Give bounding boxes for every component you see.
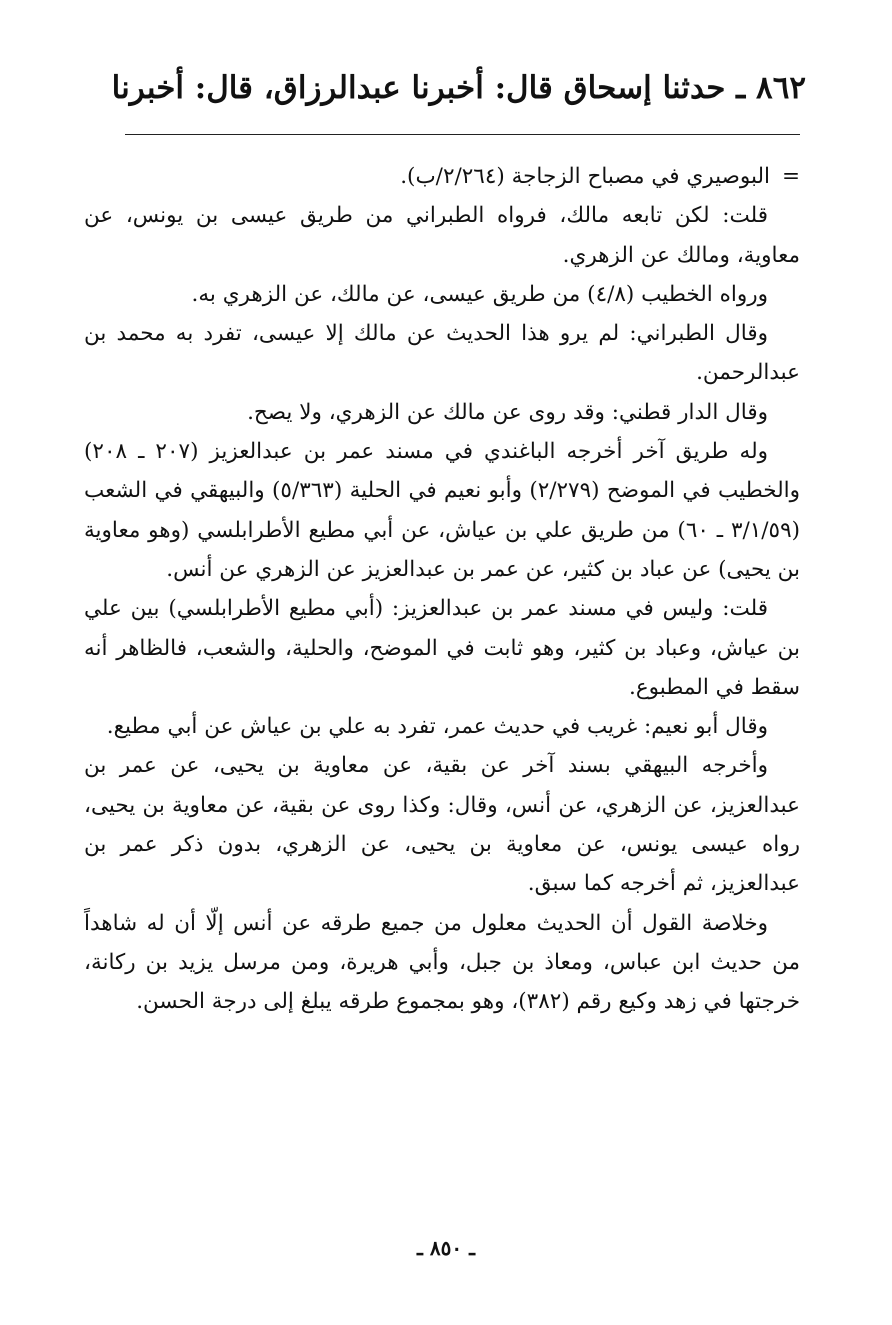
footnote-body [84, 157, 800, 1022]
footnote-paragraph: وقال الدار قطني: وقد روى عن مالك عن الزهري، ولا يصح. [247, 399, 768, 425]
paragraph-text: البوصيري في مصباح الزجاجة (٢/٢٦٤/ب). [400, 164, 770, 189]
footnote-paragraph: وله طريق آخر أخرجه الباغندي في مسند عمر بن عبدالعزيز (٢٠٧ ـ ٢٠٨) والخطيب في الموضح (٢/٢٧٩) وأبو نعيم في الحلية (٥/٣٦٣) والبيهقي في الشعب (٣/١/٥٩ ـ ٦٠) من طريق علي بن عياش، عن أبي مطيع الأطرابلسي (وهو معاوية بن يحيى) عن عباد بن كثير، عن عمر بن عبدالعزيز عن الزهري عن أنس. [84, 439, 801, 582]
page-number: ـ ٨٥٠ ـ [417, 1236, 475, 1260]
running-head: ٨٦٢ ـ حدثنا إسحاق قال: أخبرنا عبدالرزاق، قال: أخبرنا [111, 70, 806, 106]
footnote-paragraph: قلت: لكن تابعه مالك، فرواه الطبراني من طريق عيسى بن يونس، عن معاوية، ومالك عن الزهري. [84, 203, 800, 268]
continuation-mark: = [781, 164, 800, 189]
footnote-paragraph: وأخرجه البيهقي بسند آخر عن بقية، عن معاوية بن يحيى، عن عمر بن عبدالعزيز، عن الزهري، عن أنس، وقال: وكذا روى عن بقية، عن معاوية بن يحيى، رواه عيسى يونس، عن معاوية بن يحيى، عن الزهري، بدون ذكر عمر بن عبدالعزيز، ثم أخرجه كما سبق. [84, 753, 800, 897]
header-rule [125, 134, 800, 135]
footnote-paragraph: وقال أبو نعيم: غريب في حديث عمر، تفرد به علي بن عياش عن أبي مطيع. [106, 714, 768, 740]
footnote-paragraph: وخلاصة القول أن الحديث معلول من جميع طرقه عن أنس إلّا أن له شاهداً من حديث ابن عباس، ومعاذ بن جبل، وأبي هريرة، ومن مرسل يزيد بن ركانة، خرجتها في زهد وكيع رقم (٣٨٢)، وهو بمجموع طرقه يبلغ إلى درجة الحسن. [84, 910, 800, 1015]
footnote-paragraph: وقال الطبراني: لم يرو هذا الحديث عن مالك إلا عيسى، تفرد به محمد بن عبدالرحمن. [84, 321, 800, 386]
footnote-paragraph: ورواه الخطيب (٤/٨) من طريق عيسى، عن مالك، عن الزهري به. [191, 281, 768, 307]
footnote-paragraph: قلت: وليس في مسند عمر بن عبدالعزيز: (أبي مطيع الأطرابلسي) بين علي بن عياش، وعباد بن كثير، وهو ثابت في الموضح، والحلية، والشعب، فالظاهر أنه سقط في المطبوع. [84, 596, 800, 700]
footnote-paragraph [84, 157, 800, 196]
